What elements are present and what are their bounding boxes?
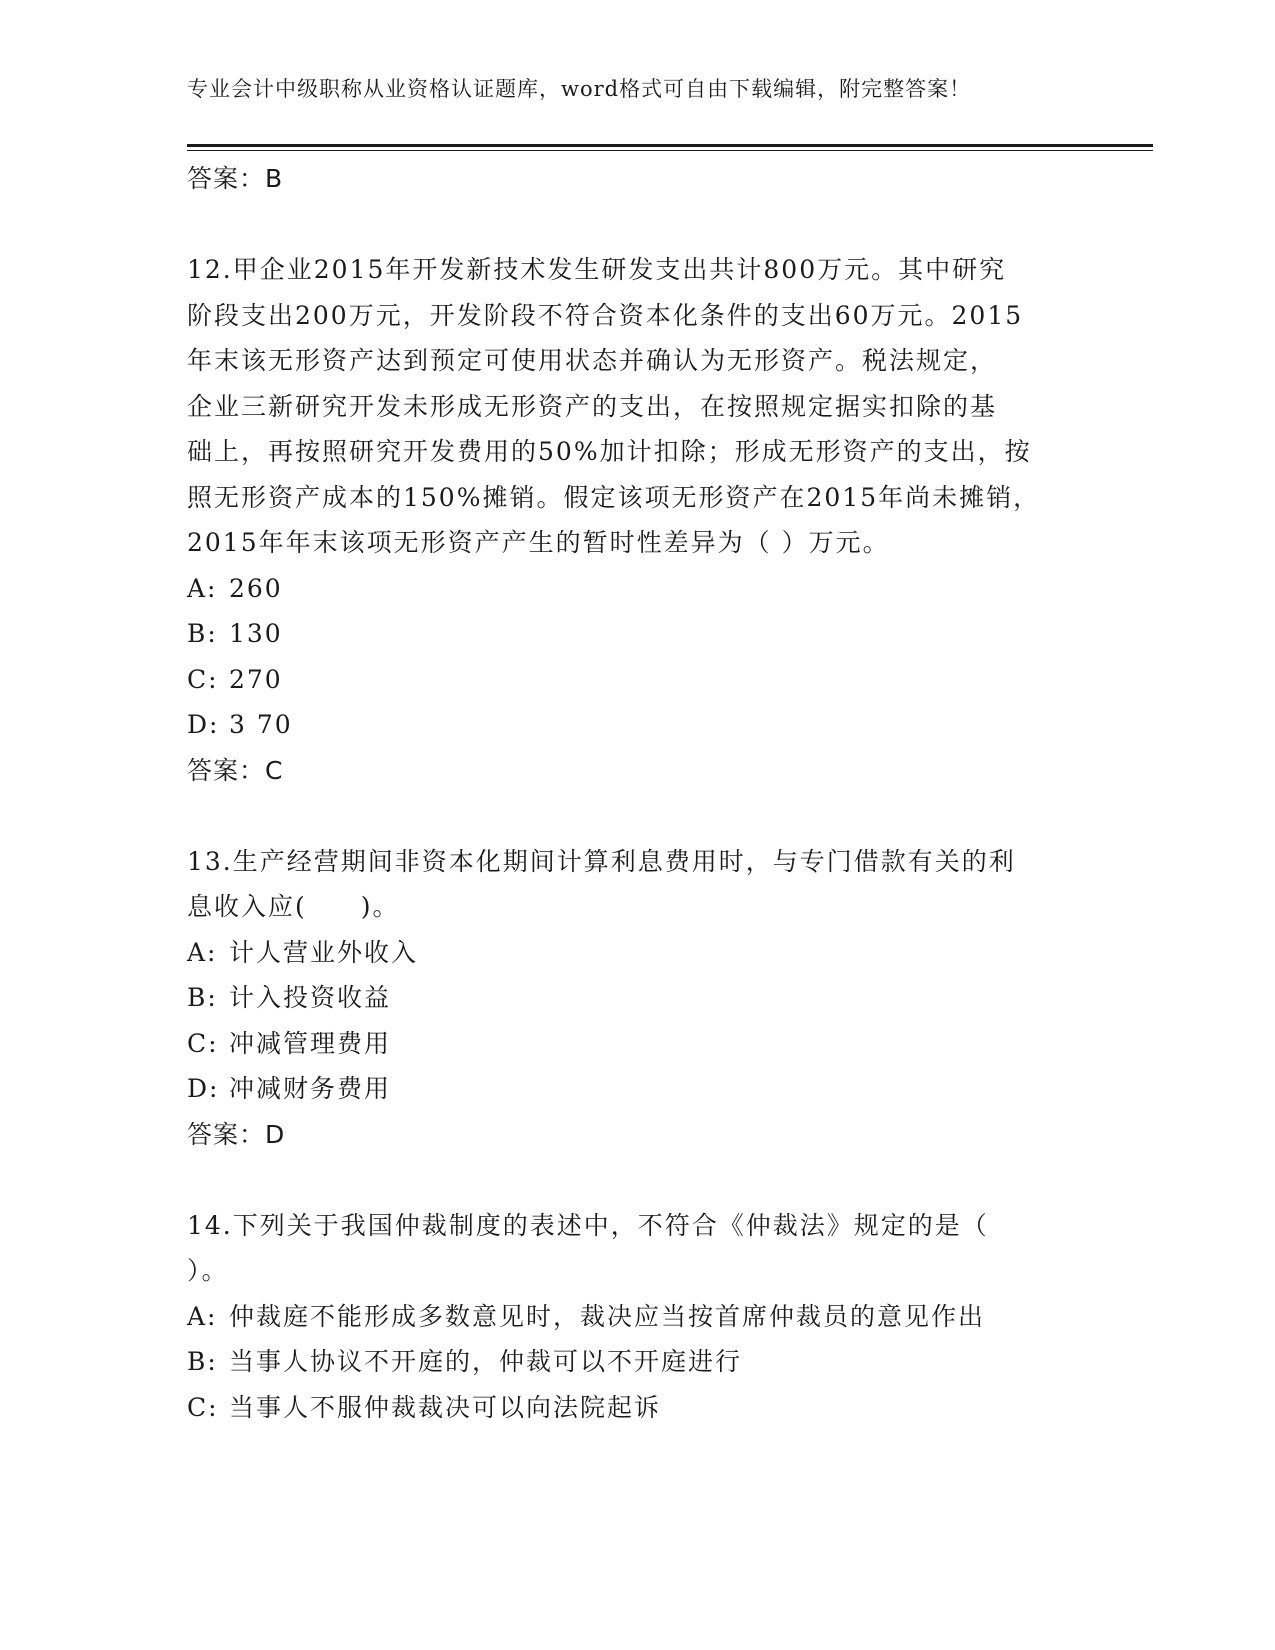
option-d bbox=[187, 702, 1087, 748]
question-text-line: 年末该无形资产达到预定可使用状态并确认为无形资产。税法规定， bbox=[187, 346, 998, 375]
header-rule-thick bbox=[187, 144, 1153, 147]
question-text-line: 12.甲企业2015年开发新技术发生研发支出共计800万元。其中研究 bbox=[187, 255, 1007, 284]
option-label: B: bbox=[187, 1347, 218, 1376]
option-text: 当事人不服仲裁裁决可以向法院起诉 bbox=[229, 1392, 662, 1422]
option-text: 当事人协议不开庭的，仲裁可以不开庭进行 bbox=[229, 1347, 743, 1376]
question-text-line: 14.下列关于我国仲裁制度的表述中，不符合《仲裁法》规定的是（ bbox=[187, 1210, 989, 1240]
option-label: D: bbox=[187, 1074, 220, 1103]
option-text: 计人营业外收入 bbox=[229, 937, 419, 967]
option-d bbox=[187, 1066, 1087, 1112]
option-c bbox=[187, 1021, 1087, 1067]
option-label: C: bbox=[187, 1028, 219, 1058]
option-text: 冲减管理费用 bbox=[229, 1028, 392, 1058]
option-c bbox=[187, 1385, 1087, 1431]
option-label: A: bbox=[187, 573, 218, 603]
option-a bbox=[187, 930, 1087, 976]
option-b bbox=[187, 611, 1087, 657]
option-label: B: bbox=[187, 619, 218, 648]
option-text: 计入投资收益 bbox=[229, 983, 392, 1012]
answer-12: 答案：C bbox=[187, 755, 284, 785]
option-label: A: bbox=[187, 937, 218, 967]
option-b bbox=[187, 975, 1087, 1021]
question-text-line: 2015年年末该项无形资产产生的暂时性差异为（ ）万元。 bbox=[187, 528, 890, 557]
option-label: C: bbox=[187, 664, 219, 694]
option-text: 270 bbox=[229, 664, 283, 694]
question-text-line: 企业三新研究开发未形成无形资产的支出，在按照规定据实扣除的基 bbox=[187, 391, 998, 421]
option-text: 260 bbox=[229, 573, 283, 603]
option-b bbox=[187, 1339, 1087, 1385]
option-text: 3 70 bbox=[229, 710, 293, 739]
question-13 bbox=[187, 839, 1087, 1158]
previous-answer: 答案：B bbox=[187, 164, 284, 193]
question-text-line: 息收入应( )。 bbox=[187, 892, 400, 921]
option-text: 130 bbox=[229, 619, 283, 648]
question-text-line: 13.生产经营期间非资本化期间计算利息费用时，与专门借款有关的利 bbox=[187, 846, 1016, 876]
option-label: C: bbox=[187, 1392, 219, 1422]
option-c bbox=[187, 657, 1087, 703]
question-text-line: 础上，再按照研究开发费用的50%加计扣除；形成无形资产的支出，按 bbox=[187, 437, 1032, 466]
option-label: D: bbox=[187, 710, 220, 739]
answer-13: 答案：D bbox=[187, 1119, 286, 1149]
option-text: 仲裁庭不能形成多数意见时，裁决应当按首席仲裁员的意见作出 bbox=[229, 1301, 986, 1331]
option-a bbox=[187, 566, 1087, 612]
question-text-line: ）。 bbox=[187, 1256, 229, 1285]
question-12 bbox=[187, 247, 1087, 793]
header-rule-thin bbox=[187, 150, 1153, 151]
question-text-line: 照无形资产成本的150%摊销。假定该项无形资产在2015年尚未摊销， bbox=[187, 482, 1041, 512]
document-content bbox=[187, 156, 1087, 1430]
option-label: B: bbox=[187, 983, 218, 1012]
page-header: 专业会计中级职称从业资格认证题库，word格式可自由下载编辑，附完整答案！ bbox=[187, 77, 972, 101]
question-14 bbox=[187, 1203, 1087, 1431]
spacer bbox=[187, 1157, 1087, 1203]
option-text: 冲减财务费用 bbox=[229, 1074, 392, 1103]
question-text-line: 阶段支出200万元，开发阶段不符合资本化条件的支出60万元。2015 bbox=[187, 300, 1024, 330]
spacer bbox=[187, 202, 1087, 248]
option-a bbox=[187, 1294, 1087, 1340]
spacer bbox=[187, 793, 1087, 839]
option-label: A: bbox=[187, 1301, 218, 1331]
